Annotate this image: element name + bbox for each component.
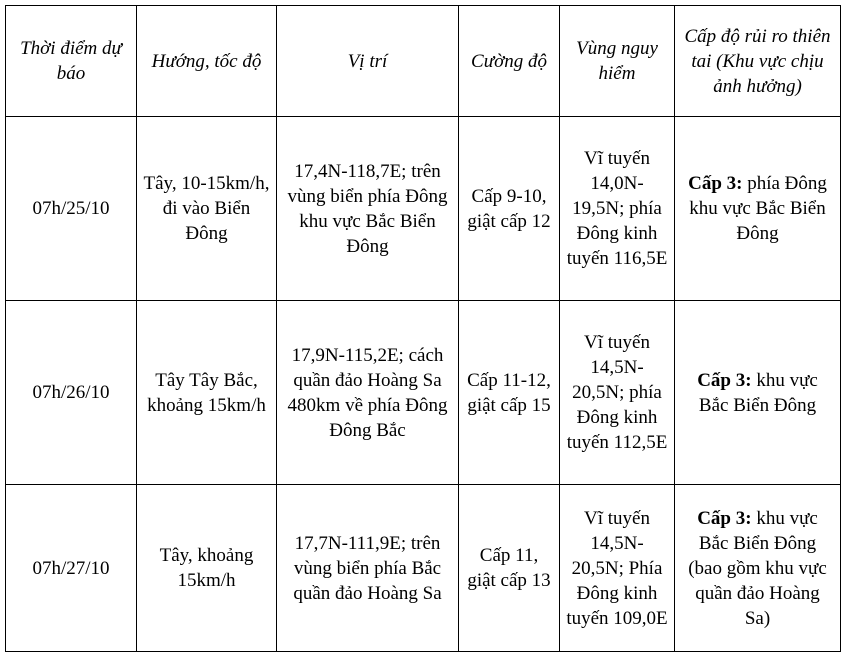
- cell-danger-zone: Vĩ tuyến 14,0N-19,5N; phía Đông kinh tuyến 116,5E: [560, 117, 675, 301]
- cell-position: 17,7N-111,9E; trên vùng biển phía Bắc quần đảo Hoàng Sa: [277, 485, 459, 652]
- risk-area-text: khu vực Bắc Biển Đông: [698, 369, 818, 416]
- header-danger-zone: Vùng nguy hiểm: [560, 6, 675, 117]
- cell-risk-level: [675, 117, 841, 301]
- header-direction-speed: Hướng, tốc độ: [137, 6, 277, 117]
- cell-forecast-time: 07h/27/10: [6, 485, 137, 652]
- cell-intensity: Cấp 11, giật cấp 13: [459, 485, 560, 652]
- cell-danger-zone: Vĩ tuyến 14,5N-20,5N; phía Đông kinh tuyến 112,5E: [560, 301, 675, 485]
- cell-direction-speed: Tây, khoảng 15km/h: [137, 485, 277, 652]
- risk-level-label: Cấp 3:: [697, 369, 752, 391]
- storm-forecast-table: [5, 5, 841, 652]
- cell-risk-level: [675, 301, 841, 485]
- cell-danger-zone: Vĩ tuyến 14,5N-20,5N; Phía Đông kinh tuyến 109,0E: [560, 485, 675, 652]
- cell-position: 17,9N-115,2E; cách quần đảo Hoàng Sa 480km về phía Đông Đông Bắc: [277, 301, 459, 485]
- table-row: [6, 301, 841, 485]
- header-intensity: Cường độ: [459, 6, 560, 117]
- table-row: [6, 485, 841, 652]
- cell-risk-level: [675, 485, 841, 652]
- header-position: Vị trí: [277, 6, 459, 117]
- cell-position: 17,4N-118,7E; trên vùng biển phía Đông khu vực Bắc Biển Đông: [277, 117, 459, 301]
- header-forecast-time: Thời điểm dự báo: [6, 6, 137, 117]
- cell-forecast-time: 07h/26/10: [6, 301, 137, 485]
- header-risk-level: Cấp độ rủi ro thiên tai (Khu vực chịu ảnh hưởng): [675, 6, 841, 117]
- cell-forecast-time: 07h/25/10: [6, 117, 137, 301]
- cell-intensity: Cấp 11-12, giật cấp 15: [459, 301, 560, 485]
- risk-area-text: phía Đông khu vực Bắc Biển Đông: [689, 173, 827, 244]
- risk-level-label: Cấp 3:: [697, 507, 752, 529]
- cell-direction-speed: Tây Tây Bắc, khoảng 15km/h: [137, 301, 277, 485]
- table-header-row: [6, 6, 841, 117]
- cell-intensity: Cấp 9-10, giật cấp 12: [459, 117, 560, 301]
- risk-area-text: khu vực Bắc Biển Đông (bao gồm khu vực quần đảo Hoàng Sa): [688, 507, 827, 629]
- cell-direction-speed: Tây, 10-15km/h, đi vào Biển Đông: [137, 117, 277, 301]
- table-row: [6, 117, 841, 301]
- risk-level-label: Cấp 3:: [688, 173, 743, 194]
